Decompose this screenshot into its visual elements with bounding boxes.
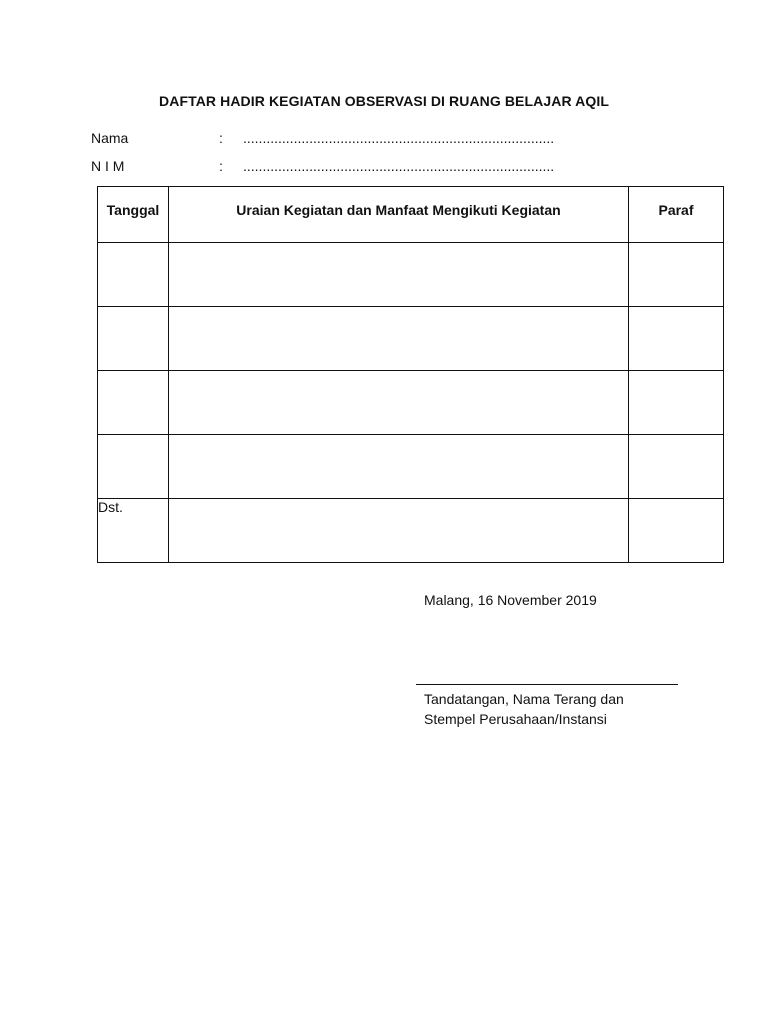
cell-tanggal-dst: Dst. xyxy=(98,499,169,563)
table-row xyxy=(98,371,724,435)
table-row xyxy=(98,499,724,563)
nama-label: Nama xyxy=(91,130,129,146)
signature-caption xyxy=(424,689,624,729)
place-date: Malang, 16 November 2019 xyxy=(424,592,597,608)
signature-line xyxy=(416,684,678,685)
cell-uraian xyxy=(169,307,629,371)
cell-paraf xyxy=(629,307,724,371)
nama-colon: : xyxy=(219,130,223,146)
cell-tanggal xyxy=(98,243,169,307)
cell-tanggal xyxy=(98,435,169,499)
cell-uraian xyxy=(169,243,629,307)
table-row xyxy=(98,307,724,371)
cell-paraf xyxy=(629,499,724,563)
cell-tanggal xyxy=(98,371,169,435)
table-row xyxy=(98,243,724,307)
document-title: DAFTAR HADIR KEGIATAN OBSERVASI DI RUANG BELAJAR AQIL xyxy=(159,93,609,109)
table-row xyxy=(98,435,724,499)
nama-dotted-line: ................................................................................ xyxy=(243,130,555,146)
header-tanggal: Tanggal xyxy=(98,187,169,243)
header-uraian: Uraian Kegiatan dan Manfaat Mengikuti Kegiatan xyxy=(169,187,629,243)
cell-uraian xyxy=(169,371,629,435)
signature-caption-line1: Tandatangan, Nama Terang dan xyxy=(424,691,624,707)
cell-paraf xyxy=(629,435,724,499)
cell-paraf xyxy=(629,371,724,435)
cell-paraf xyxy=(629,243,724,307)
header-paraf: Paraf xyxy=(629,187,724,243)
attendance-table xyxy=(97,186,724,563)
cell-tanggal xyxy=(98,307,169,371)
cell-uraian xyxy=(169,499,629,563)
cell-uraian xyxy=(169,435,629,499)
table-header-row xyxy=(98,187,724,243)
nim-dotted-line: ................................................................................ xyxy=(243,158,555,174)
signature-caption-line2: Stempel Perusahaan/Instansi xyxy=(424,711,607,727)
nim-colon: : xyxy=(219,158,223,174)
nim-label: N I M xyxy=(91,158,125,174)
